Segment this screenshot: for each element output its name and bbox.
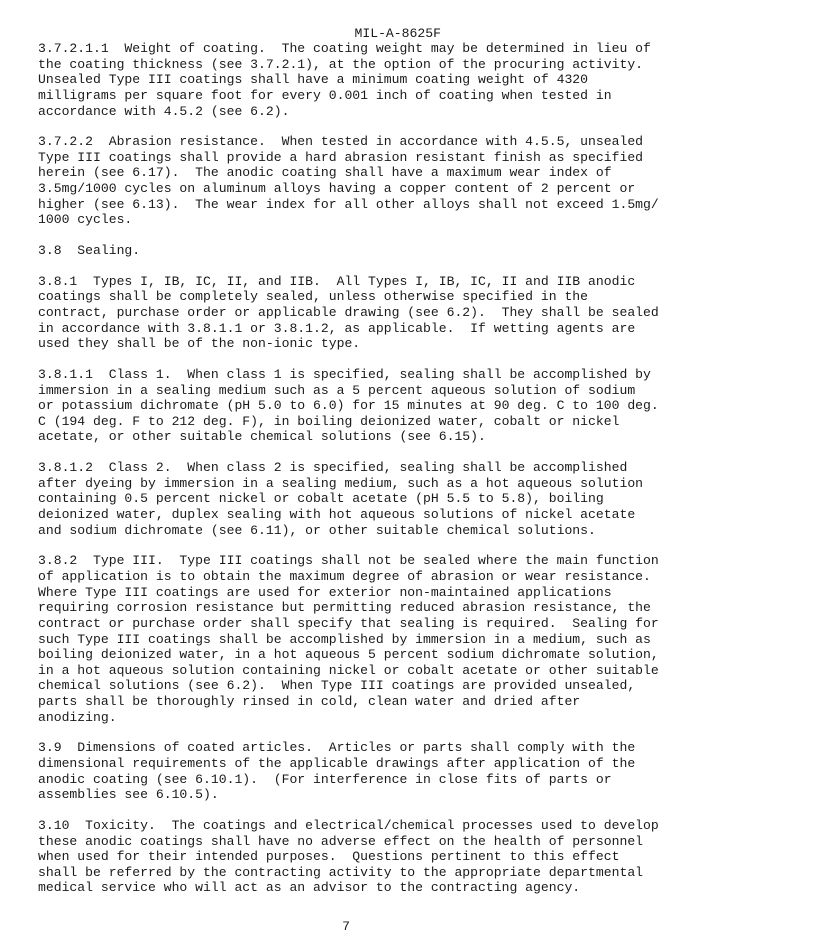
text-line: in accordance with 3.8.1.1 or 3.8.1.2, as applicable. If wetting agents are [38, 320, 636, 336]
text-line: higher (see 6.13). The wear index for all other alloys shall not exceed 1.5mg/ [38, 196, 659, 212]
text-line: medical service who will act as an advisor to the contracting agency. [38, 880, 581, 896]
text-line: parts shall be thoroughly rinsed in cold, clean water and dried after [38, 694, 581, 710]
text-line: or potassium dichromate (pH 5.0 to 6.0) for 15 minutes at 90 deg. C to 100 deg. [38, 398, 659, 414]
text-line: 3.8 Sealing. [38, 243, 141, 259]
text-line: milligrams per square foot for every 0.001 inch of coating when tested in [38, 87, 612, 103]
text-line: after dyeing by immersion in a sealing medium, such as a hot aqueous solution [38, 475, 644, 491]
text-line: shall be referred by the contracting activity to the appropriate departmental [38, 864, 644, 880]
paragraph-3-8-1-1 [38, 367, 798, 445]
text-line: assemblies see 6.10.5). [38, 787, 219, 803]
text-line: 3.7.2.1.1 Weight of coating. The coating weight may be determined in lieu of [38, 41, 651, 56]
text-line: chemical solutions (see 6.2). When Type III coatings are provided unsealed, [38, 678, 636, 694]
text-line: and sodium dichromate (see 6.11), or other suitable chemical solutions. [38, 522, 596, 538]
paragraph-3-8 [38, 243, 798, 259]
page-number: 7 [342, 919, 350, 934]
text-line: Where Type III coatings are used for exterior non-maintained applications [38, 584, 612, 600]
text-line: Type III coatings shall provide a hard abrasion resistant finish as specified [38, 149, 644, 165]
text-line: coatings shall be completely sealed, unless otherwise specified in the [38, 289, 589, 305]
paragraph-3-9 [38, 740, 798, 803]
text-line: anodizing. [38, 709, 117, 725]
paragraph-3-10 [38, 818, 798, 896]
document-id: MIL-A-8625F [354, 26, 441, 41]
text-line: dimensional requirements of the applicable drawings after application of the [38, 755, 636, 771]
text-line: contract or purchase order shall specify that sealing is required. Sealing for [38, 615, 659, 631]
text-line: the coating thickness (see 3.7.2.1), at the option of the procuring activity. [38, 56, 644, 72]
text-line: immersion in a sealing medium such as a 5 percent aqueous solution of sodium [38, 382, 636, 398]
page-footer [0, 919, 816, 935]
text-line: Unsealed Type III coatings shall have a minimum coating weight of 4320 [38, 72, 589, 88]
text-line: 1000 cycles. [38, 212, 133, 228]
paragraph-3-7-2-1-1 [38, 41, 798, 119]
paragraph-3-8-1-2 [38, 460, 798, 538]
text-line: herein (see 6.17). The anodic coating shall have a maximum wear index of [38, 165, 612, 181]
paragraph-3-7-2-2 [38, 134, 798, 228]
text-line: 3.5mg/1000 cycles on aluminum alloys having a copper content of 2 percent or [38, 181, 636, 197]
text-line: boiling deionized water, in a hot aqueous 5 percent sodium dichromate solution, [38, 647, 659, 663]
text-line: used they shall be of the non-ionic type. [38, 336, 361, 352]
text-line: containing 0.5 percent nickel or cobalt acetate (pH 5.5 to 5.8), boiling [38, 491, 604, 507]
document-body [38, 41, 798, 911]
text-line: 3.10 Toxicity. The coatings and electrical/chemical processes used to develop [38, 817, 659, 833]
text-line: when used for their intended purposes. Questions pertinent to this effect [38, 849, 620, 865]
text-line: 3.8.1.1 Class 1. When class 1 is specified, sealing shall be accomplished by [38, 366, 651, 382]
text-line: 3.7.2.2 Abrasion resistance. When tested in accordance with 4.5.5, unsealed [38, 134, 644, 150]
text-line: in a hot aqueous solution containing nickel or cobalt acetate or other suitable [38, 662, 659, 678]
text-line: 3.8.1.2 Class 2. When class 2 is specified, sealing shall be accomplished [38, 460, 628, 476]
text-line: such Type III coatings shall be accomplished by immersion in a medium, such as [38, 631, 651, 647]
text-line: these anodic coatings shall have no adverse effect on the health of personnel [38, 833, 644, 849]
text-line: of application is to obtain the maximum degree of abrasion or wear resistance. [38, 568, 651, 584]
text-line: contract, purchase order or applicable drawing (see 6.2). They shall be sealed [38, 304, 659, 320]
paragraph-3-8-2 [38, 553, 798, 725]
text-line: 3.8.2 Type III. Type III coatings shall not be sealed where the main function [38, 553, 659, 569]
text-line: acetate, or other suitable chemical solutions (see 6.15). [38, 429, 486, 445]
text-line: C (194 deg. F to 212 deg. F), in boiling deionized water, cobalt or nickel [38, 413, 620, 429]
text-line: requiring corrosion resistance but permitting reduced abrasion resistance, the [38, 600, 651, 616]
text-line: deionized water, duplex sealing with hot aqueous solutions of nickel acetate [38, 507, 636, 523]
text-line: 3.8.1 Types I, IB, IC, II, and IIB. All Types I, IB, IC, II and IIB anodic [38, 273, 636, 289]
text-line: accordance with 4.5.2 (see 6.2). [38, 103, 290, 119]
text-line: anodic coating (see 6.10.1). (For interference in close fits of parts or [38, 771, 612, 787]
text-line: 3.9 Dimensions of coated articles. Articles or parts shall comply with the [38, 740, 636, 756]
paragraph-3-8-1 [38, 274, 798, 352]
